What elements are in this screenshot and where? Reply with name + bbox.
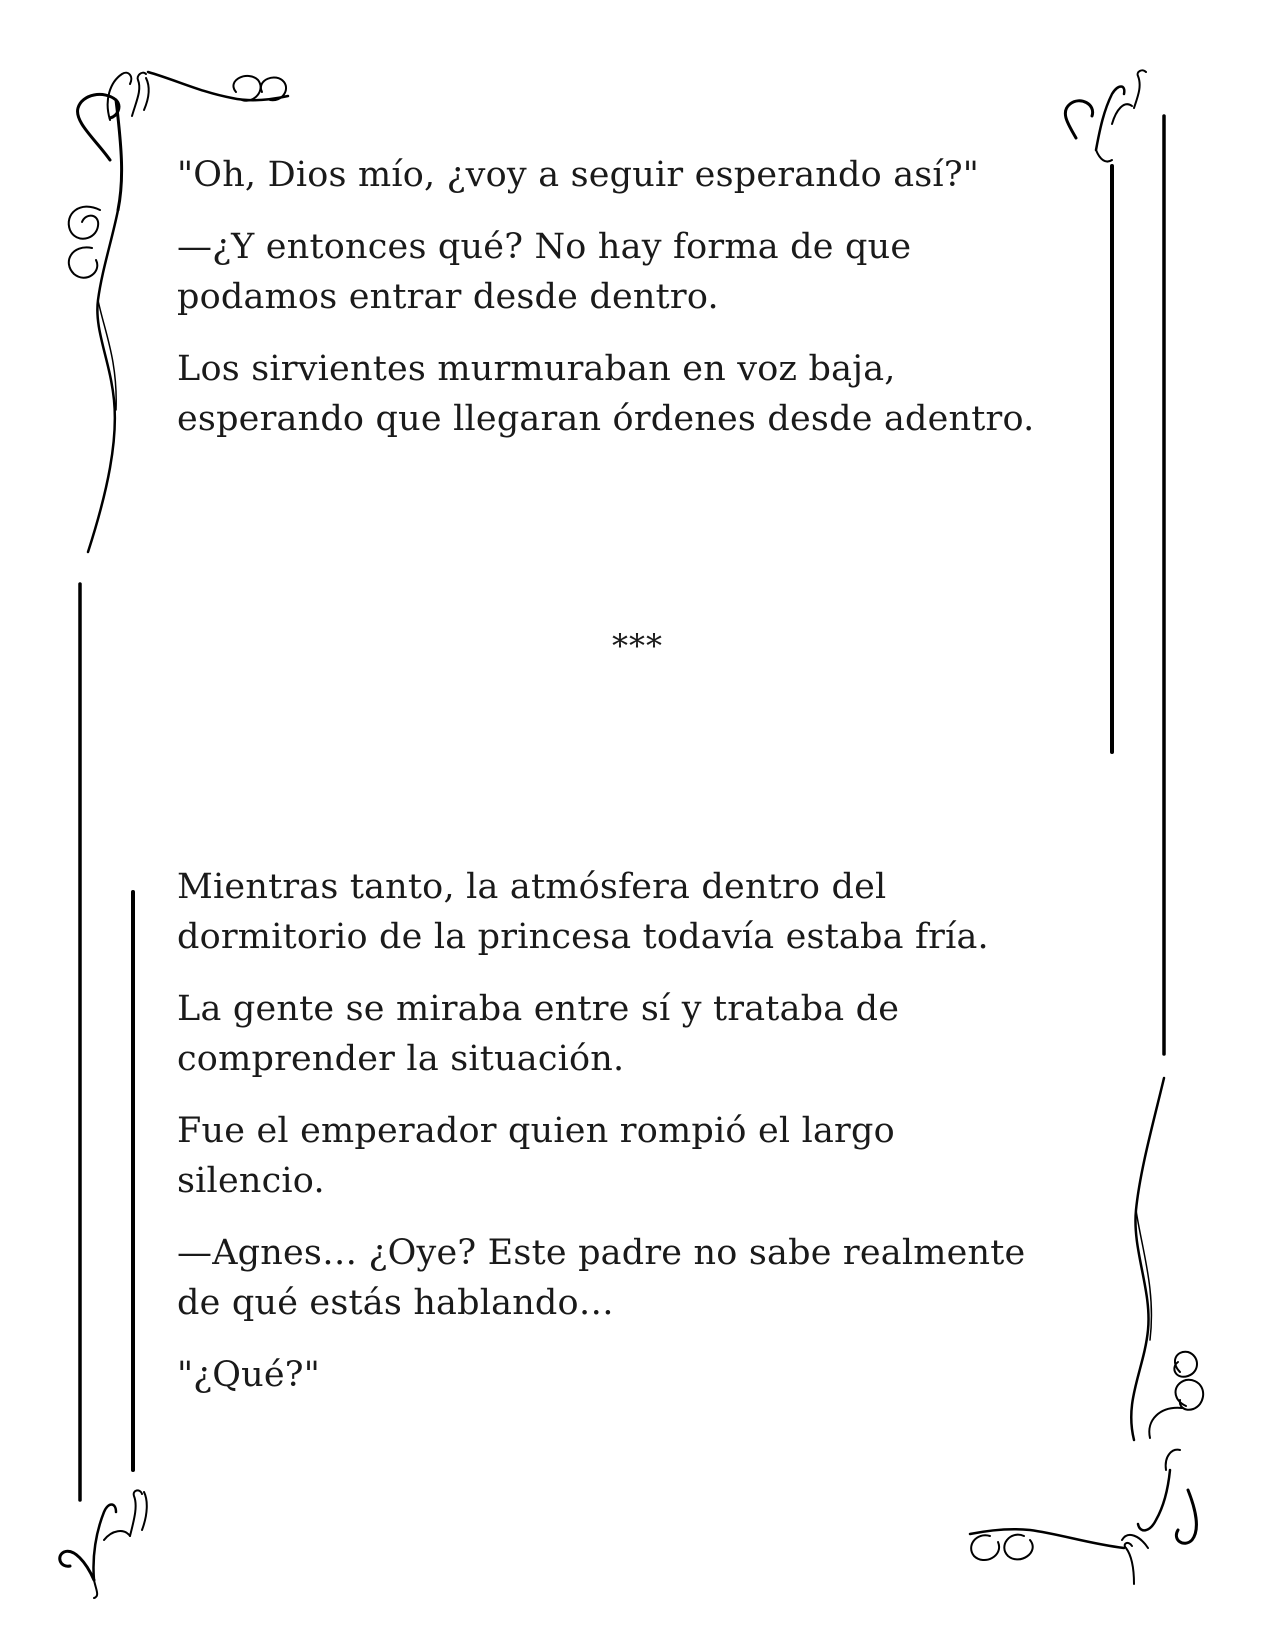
bottom-text-section xyxy=(177,862,1107,1422)
paragraph: Mientras tanto, la atmósfera dentro del dormitorio de la princesa todavía estaba fría. xyxy=(177,867,989,957)
scene-separator: *** xyxy=(612,627,663,665)
paragraph: "¿Qué?" xyxy=(177,1355,321,1395)
paragraph: —Agnes… ¿Oye? Este padre no sabe realmente de qué estás hablando… xyxy=(177,1233,1026,1323)
paragraph: Los sirvientes murmuraban en voz baja, esperando que llegaran órdenes desde adentro. xyxy=(177,349,1035,439)
flourish-bottom-left-icon xyxy=(60,1490,147,1598)
paragraph: "Oh, Dios mío, ¿voy a seguir esperando así?" xyxy=(177,155,980,195)
paragraph: La gente se miraba entre sí y trataba de comprender la situación. xyxy=(177,989,900,1079)
paragraph: —¿Y entonces qué? No hay forma de que podamos entrar desde dentro. xyxy=(177,227,912,317)
top-text-section xyxy=(177,150,1107,466)
paragraph: Fue el emperador quien rompió el largo silencio. xyxy=(177,1111,895,1201)
